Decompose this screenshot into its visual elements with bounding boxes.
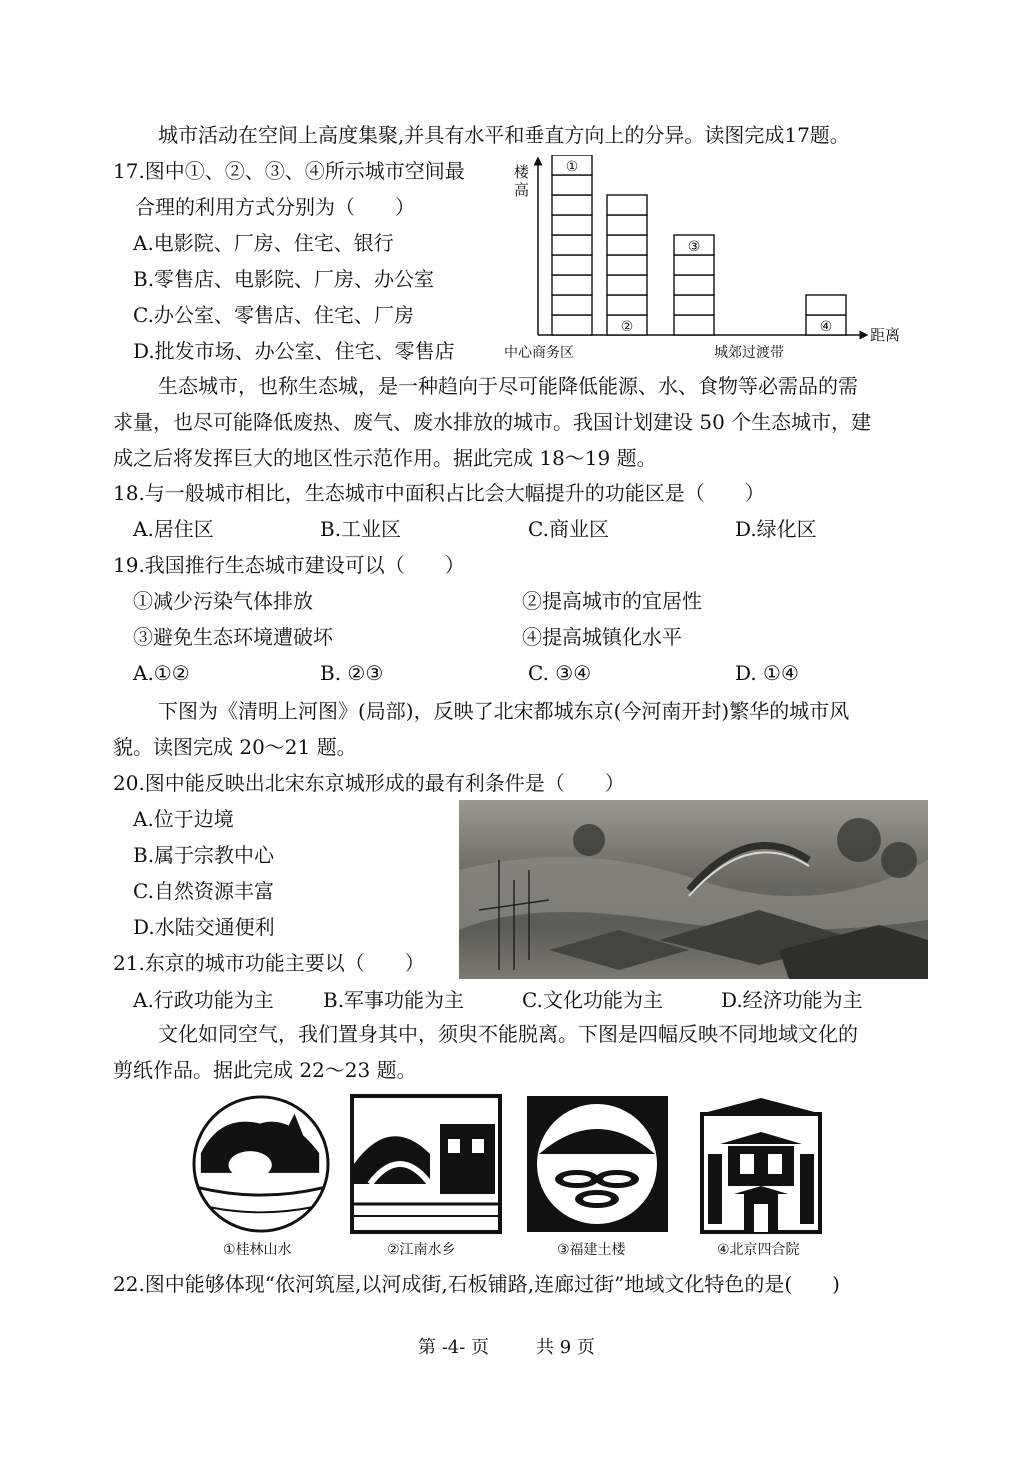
q18-stem: 18.与一般城市相比，生态城市中面积占比会大幅提升的功能区是（ ） bbox=[113, 481, 765, 505]
bar-1-floor-2 bbox=[552, 295, 592, 315]
x-axis-label: 距离 bbox=[870, 326, 901, 344]
suburb-label: 城郊过渡带 bbox=[714, 345, 784, 361]
intro-17: 城市活动在空间上高度集聚,并具有水平和垂直方向上的分异。读图完成17题。 bbox=[158, 123, 850, 147]
papercut-caption-4: ④北京四合院 bbox=[717, 1242, 800, 1258]
qingming-painting-image bbox=[459, 800, 928, 979]
total-pages: 共 9 页 bbox=[536, 1337, 595, 1358]
bar-2-floor-2 bbox=[607, 295, 647, 315]
bar-1-floor-7 bbox=[552, 195, 592, 215]
papercut-jiangnan-image bbox=[350, 1094, 502, 1234]
q21-option-a: A.行政功能为主 bbox=[133, 988, 274, 1012]
q21-option-d: D.经济功能为主 bbox=[721, 988, 863, 1012]
intro-18-line3: 成之后将发挥巨大的地区性示范作用。据此完成 18～19 题。 bbox=[113, 446, 657, 470]
bar-2-floor-4 bbox=[607, 255, 647, 275]
bar-2-floor-7 bbox=[607, 195, 647, 215]
q20-option-d: D.水陆交通便利 bbox=[133, 915, 275, 939]
intro-20-line1: 下图为《清明上河图》(局部)，反映了北宋都城东京(今河南开封)繁华的城市风 bbox=[158, 699, 850, 723]
q19-item-2: ②提高城市的宜居性 bbox=[522, 589, 702, 613]
q19-option-b: B. ②③ bbox=[320, 661, 384, 685]
papercut-guilin-image bbox=[190, 1094, 332, 1234]
q20-option-c: C.自然资源丰富 bbox=[133, 879, 274, 903]
papercut-siheyuan-image bbox=[690, 1094, 832, 1234]
q21-option-b: B.军事功能为主 bbox=[323, 988, 465, 1012]
y-axis-label-2: 高 bbox=[514, 181, 530, 199]
bar-1-floor-6 bbox=[552, 215, 592, 235]
y-axis-label-1: 楼 bbox=[514, 163, 530, 181]
q19-stem: 19.我国推行生态城市建设可以（ ） bbox=[113, 553, 465, 577]
q17-stem-line2: 合理的利用方式分别为（ ） bbox=[135, 195, 415, 219]
intro-18-line2: 求量，也尽可能降低废热、废气、废水排放的城市。我国计划建设 50 个生态城市，建 bbox=[113, 410, 872, 434]
q18-option-a: A.居住区 bbox=[133, 517, 214, 541]
q17-option-d: D.批发市场、办公室、住宅、零售店 bbox=[133, 339, 455, 363]
intro-20-line2: 貌。读图完成 20～21 题。 bbox=[113, 735, 357, 759]
q19-option-c: C. ③④ bbox=[528, 661, 592, 685]
papercut-caption-1: ①桂林山水 bbox=[223, 1242, 292, 1258]
q17-stem-line1: 17.图中①、②、③、④所示城市空间最 bbox=[113, 159, 465, 183]
q19-option-d: D. ①④ bbox=[735, 661, 799, 685]
cbd-label: 中心商务区 bbox=[504, 345, 574, 361]
q17-option-c: C.办公室、零售店、住宅、厂房 bbox=[133, 303, 414, 327]
q18-option-c: C.商业区 bbox=[528, 517, 609, 541]
bar-marker-4: ④ bbox=[819, 319, 833, 335]
page-number: 第 -4- 页 bbox=[418, 1337, 490, 1358]
bar-3-floor-3 bbox=[674, 275, 714, 295]
q20-option-a: A.位于边境 bbox=[133, 807, 234, 831]
bar-1-floor-4 bbox=[552, 255, 592, 275]
bar-3-floor-2 bbox=[674, 295, 714, 315]
intro-22-line2: 剪纸作品。据此完成 22～23 题。 bbox=[113, 1058, 417, 1082]
q19-item-4: ④提高城镇化水平 bbox=[522, 625, 682, 649]
bar-3-floor-4 bbox=[674, 255, 714, 275]
q21-stem: 21.东京的城市功能主要以（ ） bbox=[113, 951, 425, 975]
q22-stem: 22.图中能够体现“依河筑屋,以河成街,石板铺路,连廊过街”地域文化特色的是( ) bbox=[113, 1272, 840, 1296]
intro-22-line1: 文化如同空气，我们置身其中，须臾不能脱离。下图是四幅反映不同地域文化的 bbox=[158, 1022, 858, 1046]
bar-1-floor-1 bbox=[552, 315, 592, 335]
bar-marker-3: ③ bbox=[687, 239, 701, 255]
bar-1-floor-5 bbox=[552, 235, 592, 255]
q19-item-3: ③避免生态环境遭破坏 bbox=[133, 625, 333, 649]
q19-item-1: ①减少污染气体排放 bbox=[133, 589, 313, 613]
q19-option-a: A.①② bbox=[133, 661, 190, 685]
bar-2-floor-5 bbox=[607, 235, 647, 255]
bar-1-floor-8 bbox=[552, 175, 592, 195]
intro-18-line1: 生态城市，也称生态城，是一种趋向于尽可能降低能源、水、食物等必需品的需 bbox=[158, 374, 858, 398]
building-height-chart bbox=[500, 155, 910, 365]
q17-option-a: A.电影院、厂房、住宅、银行 bbox=[133, 231, 394, 255]
q18-option-d: D.绿化区 bbox=[735, 517, 817, 541]
bar-3-floor-1 bbox=[674, 315, 714, 335]
papercut-tulou-image bbox=[525, 1094, 670, 1234]
bar-4-floor-2 bbox=[806, 295, 846, 315]
q20-option-b: B.属于宗教中心 bbox=[133, 843, 275, 867]
q20-stem: 20.图中能反映出北宋东京城形成的最有利条件是（ ） bbox=[113, 771, 625, 795]
bar-marker-1: ① bbox=[565, 159, 579, 175]
bar-2-floor-6 bbox=[607, 215, 647, 235]
bar-2-floor-3 bbox=[607, 275, 647, 295]
bar-marker-2: ② bbox=[620, 319, 634, 335]
papercut-caption-2: ②江南水乡 bbox=[387, 1242, 456, 1258]
q21-option-c: C.文化功能为主 bbox=[522, 988, 663, 1012]
q17-option-b: B.零售店、电影院、厂房、办公室 bbox=[133, 267, 435, 291]
bar-1-floor-3 bbox=[552, 275, 592, 295]
papercut-caption-3: ③福建土楼 bbox=[557, 1242, 626, 1258]
q18-option-b: B.工业区 bbox=[320, 517, 402, 541]
